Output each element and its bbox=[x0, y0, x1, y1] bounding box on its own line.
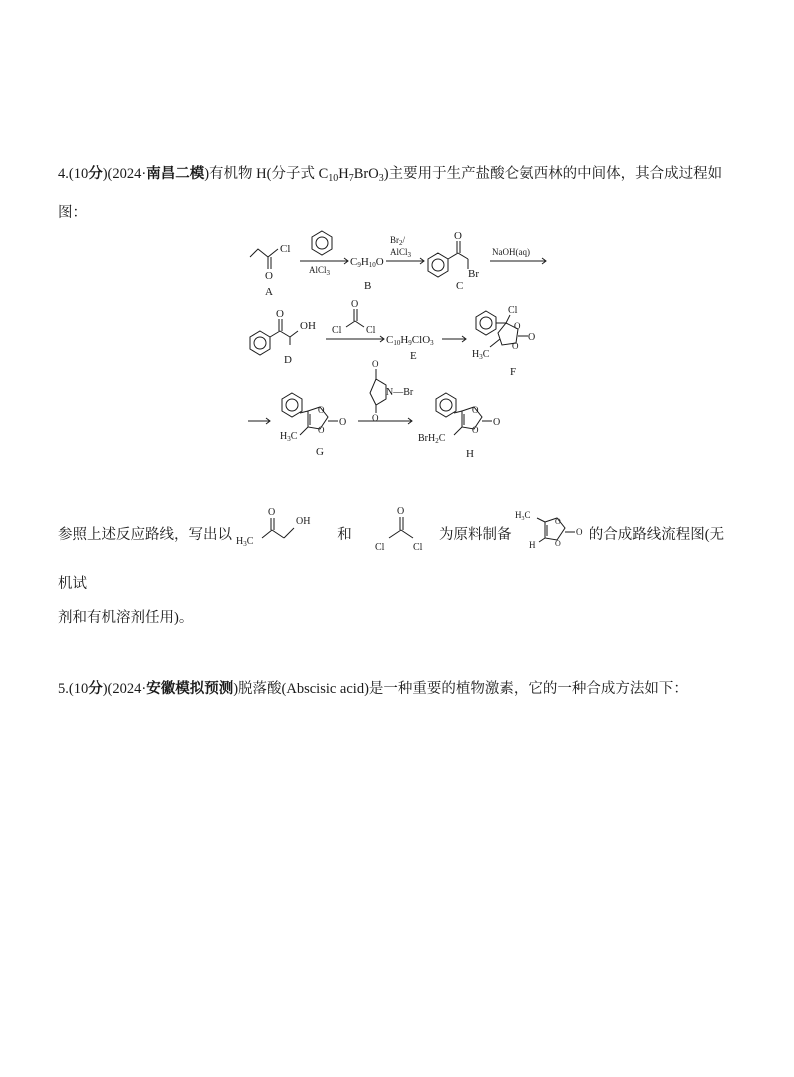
label-B: B bbox=[364, 280, 372, 292]
svg-text:O: O bbox=[339, 417, 347, 428]
svg-text:O: O bbox=[397, 506, 405, 517]
q4-task-line2: 剂和有机溶剂任用)。 bbox=[58, 610, 194, 626]
svg-text:AlCl3: AlCl$_3$ bbox=[390, 247, 412, 259]
svg-text:O: O bbox=[472, 405, 479, 415]
reagent-phosgene bbox=[369, 504, 435, 567]
svg-text:O: O bbox=[276, 308, 284, 320]
arrow-6 bbox=[358, 359, 414, 424]
svg-text:H3C: $H_3C$ bbox=[235, 536, 254, 548]
compound-D bbox=[250, 308, 316, 366]
compound-A bbox=[250, 243, 290, 298]
svg-text:Cl: Cl bbox=[280, 243, 291, 255]
arrow-1 bbox=[300, 231, 348, 277]
svg-text:O: O bbox=[514, 321, 521, 331]
svg-text:O: O bbox=[318, 405, 325, 415]
svg-text:C10H9ClO3: C10H9ClO3 bbox=[386, 334, 434, 347]
svg-text:OH: OH bbox=[300, 320, 316, 332]
svg-text:O: O bbox=[576, 527, 583, 537]
svg-text:H3C: $H_3C$ bbox=[472, 349, 490, 361]
compound-F bbox=[472, 305, 535, 378]
svg-text:Cl: Cl bbox=[413, 542, 423, 553]
svg-text:O: O bbox=[512, 341, 519, 351]
svg-text:H3C: $H_3C$ bbox=[280, 431, 298, 443]
label-C: C bbox=[456, 280, 464, 292]
label-D: D bbox=[284, 354, 292, 366]
svg-text:N—Br: N—Br bbox=[386, 387, 414, 398]
svg-text:O: O bbox=[372, 413, 379, 423]
svg-text:O: O bbox=[493, 417, 501, 428]
svg-text:O: O bbox=[555, 539, 561, 548]
target-product bbox=[515, 504, 585, 567]
label-G: G bbox=[316, 446, 324, 458]
compound-B bbox=[350, 256, 384, 292]
svg-text:OH: OH bbox=[295, 516, 311, 527]
svg-text:H: H bbox=[529, 540, 536, 550]
reaction-scheme bbox=[240, 225, 580, 465]
svg-text:O: O bbox=[267, 507, 275, 518]
svg-text:O: O bbox=[318, 425, 325, 435]
question-5: 5.(10分)(2024·安徽模拟预测)脱落酸(Abscisic acid)是一种重要的植物激素，它的一种合成方法如下： bbox=[58, 681, 688, 697]
label-E: E bbox=[410, 350, 417, 362]
svg-text:O: O bbox=[454, 230, 462, 242]
q4-task: 参照上述反应路线，写出以 $H_3C$ O OH 和 O Cl Cl 为原料制备 $H_3C$ O O O H 的合成路线流程图(无机试 剂和有机溶剂任用)。 bbox=[58, 506, 725, 626]
compound-G bbox=[280, 393, 346, 458]
label-A: A bbox=[265, 286, 273, 298]
svg-text:O: O bbox=[351, 299, 359, 310]
svg-text:Cl: Cl bbox=[508, 305, 518, 316]
svg-text:Cl: Cl bbox=[332, 325, 342, 336]
svg-text:O: O bbox=[528, 332, 536, 343]
svg-text:Br2/: $Br_2/$ bbox=[390, 235, 406, 247]
svg-text:C9H10O: C9H10O bbox=[350, 256, 384, 269]
label-H: H bbox=[466, 448, 474, 460]
svg-text:Cl: Cl bbox=[366, 325, 376, 336]
arrow-3 bbox=[490, 247, 546, 264]
q4-number: 4. bbox=[58, 166, 69, 182]
q4-line2: 图： bbox=[58, 205, 87, 221]
question-4: 4.(10分)(2024·南昌二模)有机物 H(分子式 $C_{10}H_7BrO_3$)主要用于生产盐酸仑氨西林的中间体，其合成过程如 图： bbox=[58, 166, 723, 221]
arrow-5 bbox=[248, 418, 270, 424]
svg-text:O: O bbox=[555, 517, 561, 526]
q4-points-unit: 分 bbox=[88, 166, 103, 182]
q5-number: 5. bbox=[58, 681, 69, 697]
label-F: F bbox=[510, 366, 517, 378]
reagent-hydroxyacetone bbox=[236, 504, 320, 567]
q4-source: 南昌二模 bbox=[146, 166, 205, 182]
svg-text:BrH2C: BrH$_2$C bbox=[418, 433, 446, 445]
svg-text:NaOH(aq): NaOH(aq) bbox=[492, 247, 530, 257]
svg-text:Cl: Cl bbox=[375, 542, 385, 553]
svg-text:O: O bbox=[472, 425, 479, 435]
q5-source: 安徽模拟预测 bbox=[146, 681, 234, 697]
compound-H bbox=[418, 393, 500, 460]
svg-text:O: O bbox=[265, 270, 273, 282]
arrow-2 bbox=[386, 235, 424, 264]
compound-E bbox=[386, 334, 466, 362]
compound-C bbox=[428, 230, 479, 292]
arrow-4 bbox=[326, 299, 384, 342]
svg-text:AlCl3: AlCl$_3$ bbox=[309, 265, 331, 277]
svg-text:Br: Br bbox=[468, 268, 479, 280]
scheme-svg bbox=[240, 225, 580, 465]
svg-text:H3C: $H_3C$ bbox=[515, 510, 531, 522]
q5-points-unit: 分 bbox=[88, 681, 103, 697]
svg-text:O: O bbox=[372, 359, 379, 369]
